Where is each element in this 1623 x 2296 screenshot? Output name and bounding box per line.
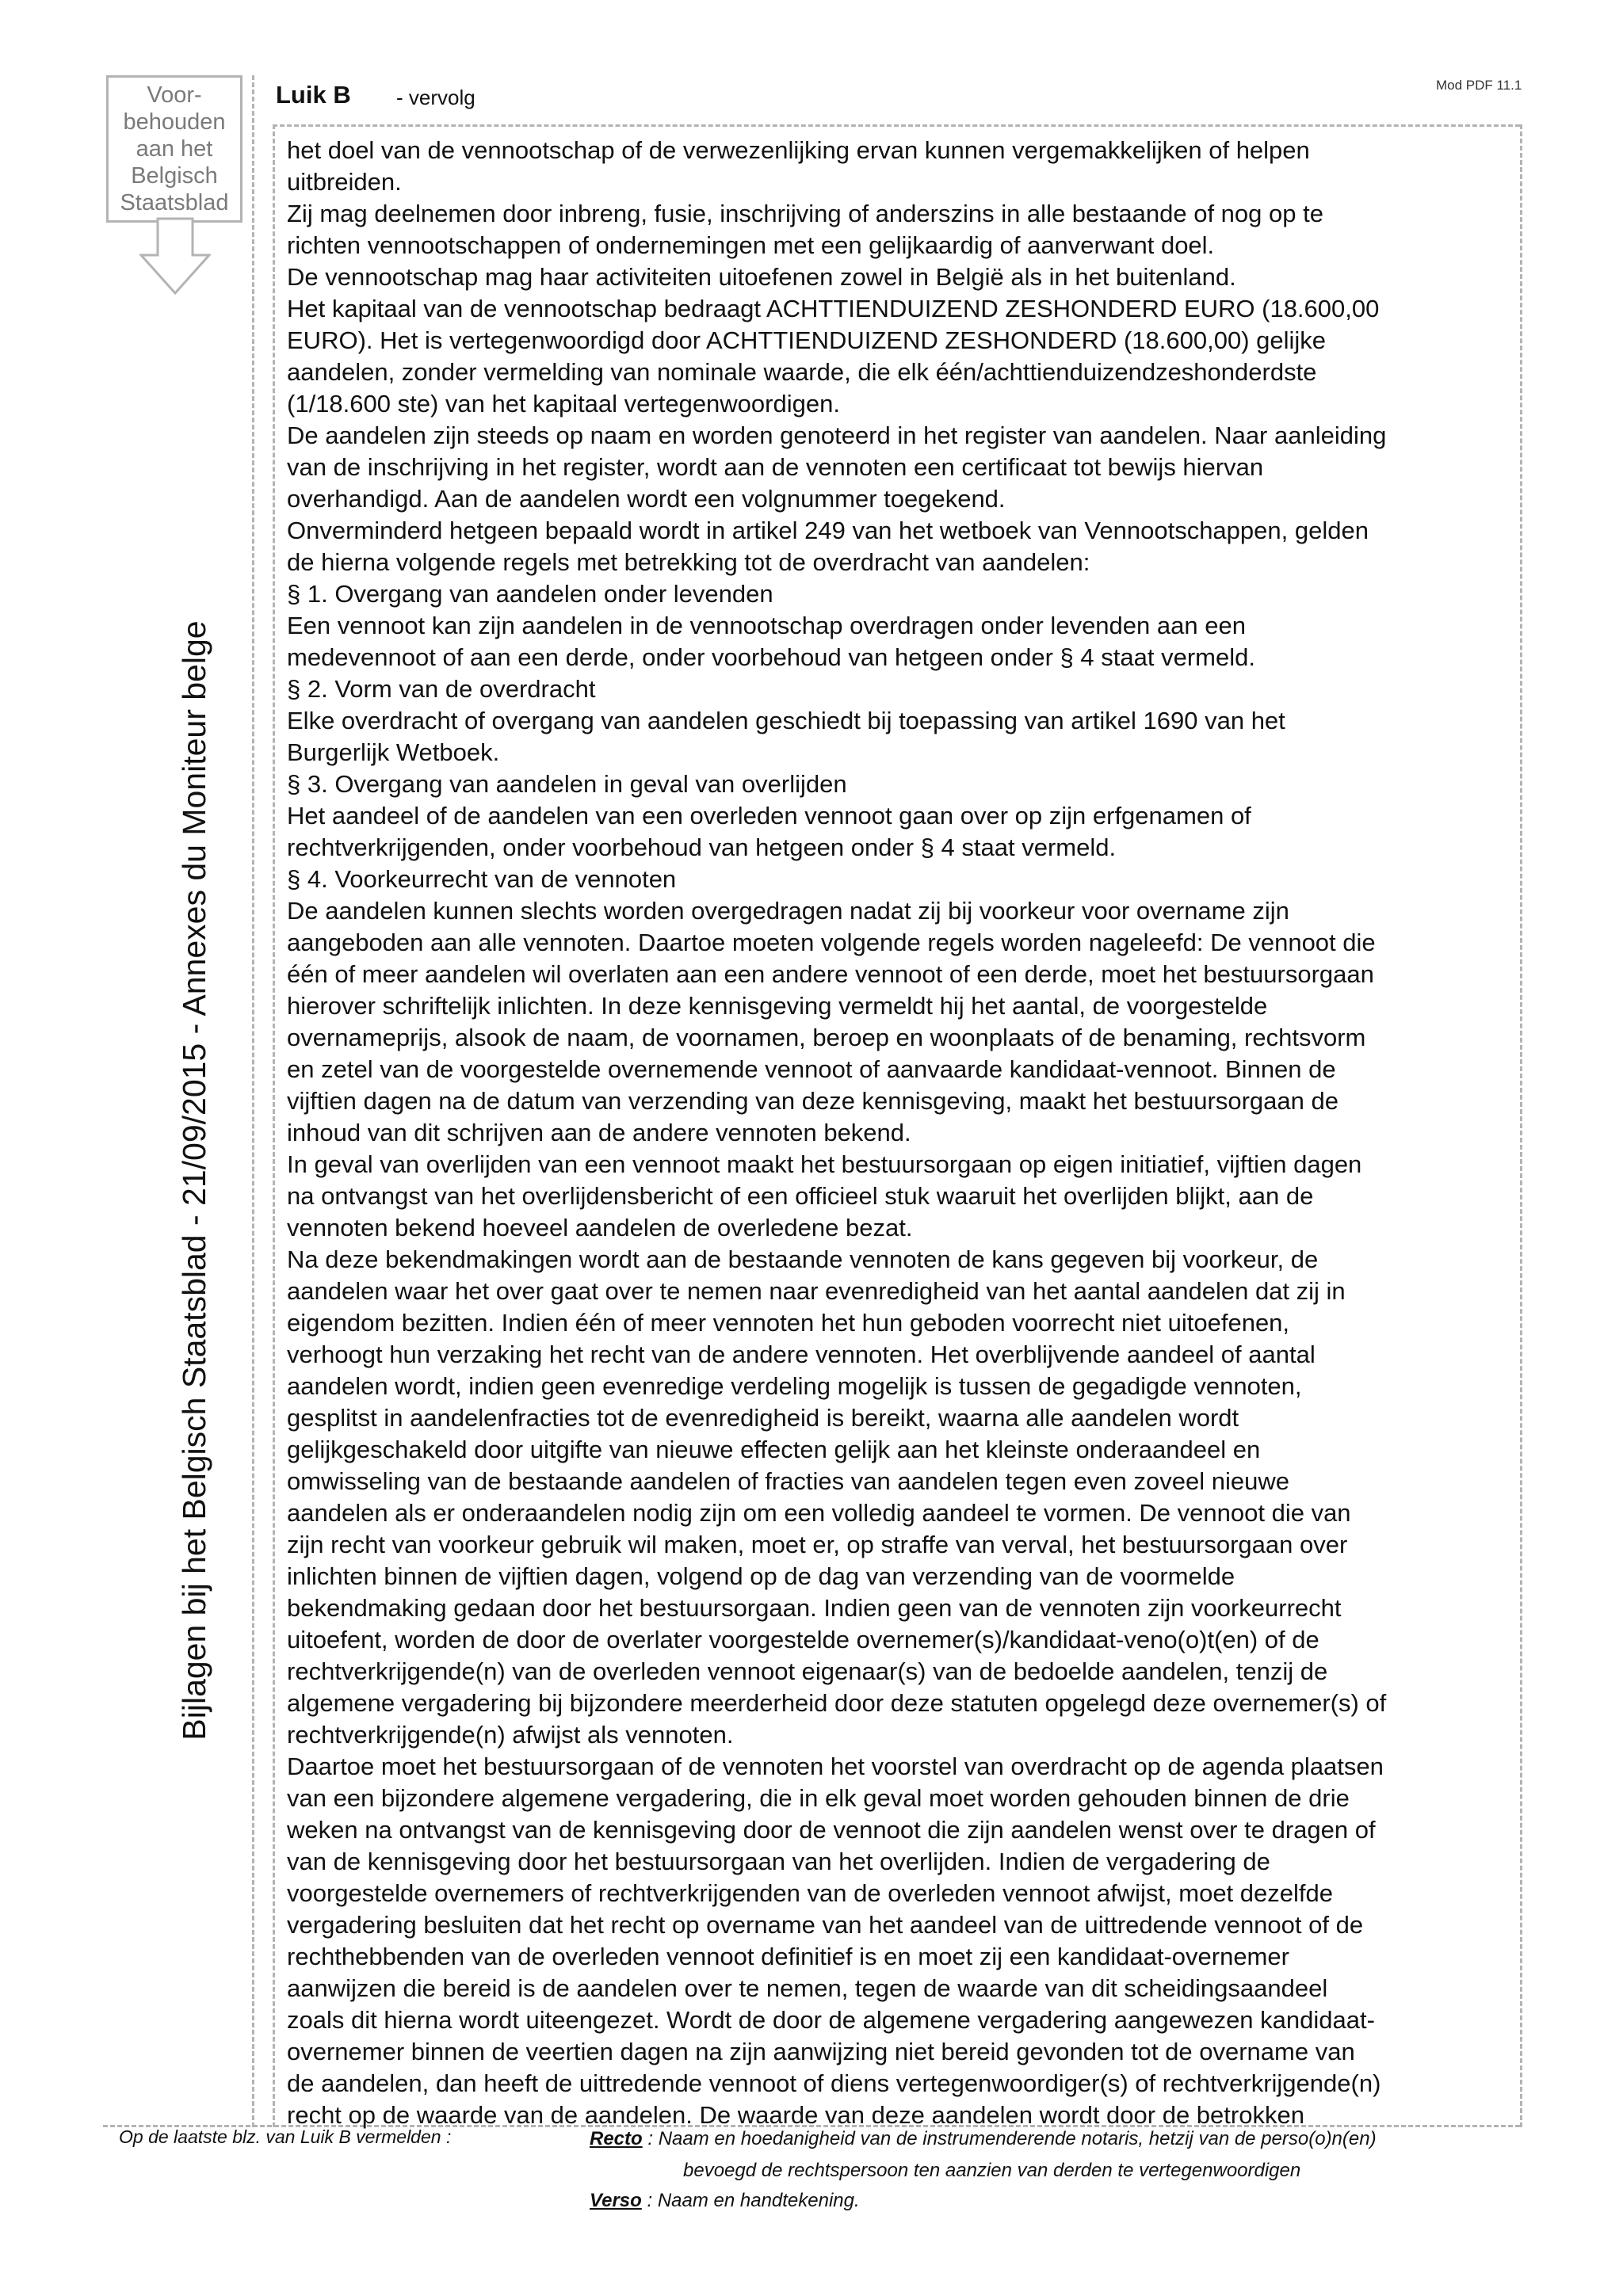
body-line: omwisseling van de bestaande aandelen of fracties van aandelen tegen even zoveel nieuwe [287, 1467, 1289, 1495]
body-line: van de kennisgeving door het bestuursorgaan van het overlijden. Indien de vergadering de [287, 1848, 1270, 1875]
reserved-line: behouden [123, 109, 226, 135]
body-line: na ontvangst van het overlijdensbericht of een officieel stuk waaruit het overlijden blijkt, aan de [287, 1182, 1314, 1210]
body-line: eigendom bezitten. Indien één of meer vennoten het hun geboden voorrecht niet uitoefenen, [287, 1309, 1290, 1337]
body-line: gelijkgeschakeld door uitgifte van nieuwe effecten gelijk aan het kleinste onderaandeel en [287, 1436, 1261, 1463]
body-line: EURO). Het is vertegenwoordigd door ACHTTIENDUIZEND ZESHONDERD (18.600,00) gelijke [287, 326, 1327, 354]
footer-recto-continued: bevoegd de rechtspersoon ten aanzien van derden te vertegenwoordigen [683, 2160, 1301, 2181]
body-line: vijftien dagen na de datum van verzending van deze kennisgeving, maakt het bestuursorgaan de [287, 1087, 1338, 1115]
body-line: De aandelen kunnen slechts worden overgedragen nadat zij bij voorkeur voor overname zijn [287, 897, 1289, 925]
content-right-border [1520, 124, 1522, 2127]
body-line: medevennoot of aan een derde, onder voorbehoud van hetgeen onder § 4 staat vermeld. [287, 643, 1255, 671]
body-line: In geval van overlijden van een vennoot maakt het bestuursorgaan op eigen initiatief, vijftien dagen [287, 1150, 1362, 1178]
body-line: aandelen waar het over gaat over te nemen naar evenredigheid van het aantal aandelen dat zij in [287, 1277, 1346, 1305]
body-line: aangeboden aan alle vennoten. Daartoe moeten volgende regels worden nageleefd: De vennoot die [287, 929, 1376, 956]
body-line: gesplitst in aandelenfracties tot de evenredigheid is bereikt, waarna alle aandelen wordt [287, 1404, 1239, 1432]
body-line: rechtverkrijgenden, onder voorbehoud van hetgeen onder § 4 staat vermeld. [287, 833, 1117, 861]
body-line: § 1. Overgang van aandelen onder levenden [287, 580, 773, 608]
body-line: en zetel van de voorgestelde overnemende vennoot of aanvaarde kandidaat-vennoot. Binnen de [287, 1055, 1336, 1083]
body-text [287, 135, 1514, 2131]
body-line: rechtverkrijgende(n) van de overleden vennoot eigenaar(s) van de bedoelde aandelen, tenzij de [287, 1657, 1328, 1685]
footer-recto [590, 2128, 1377, 2150]
body-line: § 4. Voorkeurrecht van de vennoten [287, 865, 677, 893]
body-line: het doel van de vennootschap of de verwezenlijking ervan kunnen vergemakkelijken of helpen [287, 136, 1310, 164]
body-line: aandelen wordt, indien geen evenredige verdeling mogelijk is tussen de gegadigde vennoten, [287, 1372, 1302, 1400]
body-line: bekendmaking gedaan door het bestuursorgaan. Indien geen van de vennoten zijn voorkeurrecht [287, 1594, 1342, 1622]
body-line: aandelen, zonder vermelding van nominale waarde, die elk één/achttienduizendzeshonderdste [287, 358, 1317, 386]
content-left-border [273, 124, 275, 2127]
reserved-for-staatsblad-box [106, 75, 242, 223]
body-line: inlichten binnen de vijftien dagen, volgend op de dag van verzending van de voormelde [287, 1562, 1235, 1590]
reserved-line: Belgisch [131, 163, 218, 189]
body-line: richten vennootschappen of ondernemingen met een gelijkaardig of aanverwant doel. [287, 231, 1215, 259]
margin-divider-line [252, 75, 254, 2127]
body-line: vennoten bekend hoeveel aandelen de overledene bezat. [287, 1214, 913, 1241]
body-line: Het aandeel of de aandelen van een overleden vennoot gaan over op zijn erfgenamen of [287, 802, 1251, 830]
body-line: van de inschrijving in het register, wordt aan de vennoten een certificaat tot bewijs hiervan [287, 453, 1264, 481]
body-line: één of meer aandelen wil overlaten aan een andere vennoot of een derde, moet het bestuursorgaan [287, 960, 1374, 988]
body-line: De aandelen zijn steeds op naam en worden genoteerd in het register van aandelen. Naar aanleiding [287, 421, 1387, 449]
body-line: Een vennoot kan zijn aandelen in de vennootschap overdragen onder levenden aan een [287, 612, 1246, 639]
body-line: Zij mag deelnemen door inbreng, fusie, inschrijving of anderszins in alle bestaande of nog op te [287, 200, 1323, 227]
body-line: verhoogt hun verzaking het recht van de andere vennoten. Het overblijvende aandeel of aantal [287, 1341, 1316, 1368]
body-line: de hierna volgende regels met betrekking tot de overdracht van aandelen: [287, 548, 1090, 576]
body-line: (1/18.600 ste) van het kapitaal vertegenwoordigen. [287, 390, 840, 418]
body-line: inhoud van dit schrijven aan de andere vennoten bekend. [287, 1119, 911, 1146]
body-line: Onverminderd hetgeen bepaald wordt in artikel 249 van het wetboek van Vennootschappen, gelden [287, 517, 1369, 544]
recto-label: Recto [590, 2128, 643, 2149]
body-line: voorgestelde overnemers of rechtverkrijgenden van de overleden vennoot afwijst, moet dezelfde [287, 1879, 1333, 1907]
body-line: Burgerlijk Wetboek. [287, 738, 500, 766]
body-line: rechthebbenden van de overleden vennoot definitief is en moet zij een kandidaat-overnemer [287, 1943, 1289, 1970]
body-line: weken na ontvangst van de kennisgeving door de vennoot die zijn aandelen wenst over te dragen of [287, 1816, 1376, 1844]
arrow-down-icon [139, 217, 211, 296]
publication-side-label: Bijlagen bij het Belgisch Staatsblad - 21/09/2015 - Annexes du Moniteur belge [176, 620, 212, 1741]
body-line: overhandigd. Aan de aandelen wordt een volgnummer toegekend. [287, 485, 1006, 513]
body-line: recht op de waarde van de aandelen. De waarde van deze aandelen wordt door de betrokken [287, 2101, 1304, 2129]
body-line: Na deze bekendmakingen wordt aan de bestaande vennoten de kans gegeven bij voorkeur, de [287, 1245, 1319, 1273]
body-line: van een bijzondere algemene vergadering, die in elk geval moet worden gehouden binnen de drie [287, 1784, 1350, 1812]
body-line: § 3. Overgang van aandelen in geval van overlijden [287, 770, 847, 798]
body-line: rechtverkrijgende(n) afwijst als vennoten. [287, 1721, 734, 1749]
body-line: overnemer binnen de veertien dagen na zijn aanwijzing niet bereid gevonden tot de overname van [287, 2038, 1355, 2065]
section-subtitle: - vervolg [396, 86, 475, 109]
body-line: hierover schriftelijk inlichten. In deze kennisgeving vermeldt hij het aantal, de voorgestelde [287, 992, 1268, 1020]
reserved-line: Voor- [147, 82, 202, 108]
body-line: § 2. Vorm van de overdracht [287, 675, 596, 703]
body-line: vergadering besluiten dat het recht op overname van het aandeel van de uittredende vennoot of de [287, 1911, 1364, 1939]
footer-verso [590, 2190, 860, 2212]
body-line: de aandelen, dan heeft de uittredende vennoot of diens vertegenwoordiger(s) of rechtverkrijgende(n) [287, 2069, 1381, 2097]
body-line: uitbreiden. [287, 168, 402, 196]
recto-text: : Naam en hoedanigheid van de instrumenderende notaris, hetzij van de perso(o)n(en) [642, 2128, 1377, 2149]
model-label: Mod PDF 11.1 [1436, 78, 1522, 93]
body-line: overnameprijs, alsook de naam, de voornamen, beroep en woonplaats of de benaming, rechtsvorm [287, 1024, 1366, 1051]
reserved-line: aan het [136, 136, 213, 162]
reserved-line: Staatsblad [120, 190, 229, 215]
section-title: Luik B [276, 81, 351, 109]
body-line: zoals dit hierna wordt uiteengezet. Wordt de door de algemene vergadering aangewezen kandidaat- [287, 2006, 1375, 2034]
body-line: uitoefent, worden de door de overlater voorgestelde overnemer(s)/kandidaat-veno(o)t(en) of de [287, 1626, 1319, 1653]
body-line: De vennootschap mag haar activiteiten uitoefenen zowel in België als in het buitenland. [287, 263, 1236, 291]
content-top-border [273, 124, 1520, 127]
body-line: zijn recht van voorkeur gebruik wil maken, moet er, op straffe van verval, het bestuursorgaan over [287, 1531, 1348, 1558]
body-line: Het kapitaal van de vennootschap bedraagt ACHTTIENDUIZEND ZESHONDERD EURO (18.600,00 [287, 295, 1380, 322]
body-line: algemene vergadering bij bijzondere meerderheid door deze statuten opgelegd deze overnemer(s) of [287, 1689, 1387, 1717]
body-line: Elke overdracht of overgang van aandelen geschiedt bij toepassing van artikel 1690 van het [287, 707, 1285, 734]
verso-label: Verso [590, 2190, 642, 2211]
body-line: Daartoe moet het bestuursorgaan of de vennoten het voorstel van overdracht op de agenda plaatsen [287, 1753, 1384, 1780]
body-line: aandelen als er onderaandelen nodig zijn om een volledig aandeel te vormen. De vennoot die van [287, 1499, 1351, 1527]
body-line: aanwijzen die bereid is de aandelen over te nemen, tegen de waarde van dit scheidingsaandeel [287, 1974, 1328, 2002]
verso-text: : Naam en handtekening. [641, 2190, 860, 2211]
footer-instruction: Op de laatste blz. van Luik B vermelden : [119, 2126, 452, 2147]
